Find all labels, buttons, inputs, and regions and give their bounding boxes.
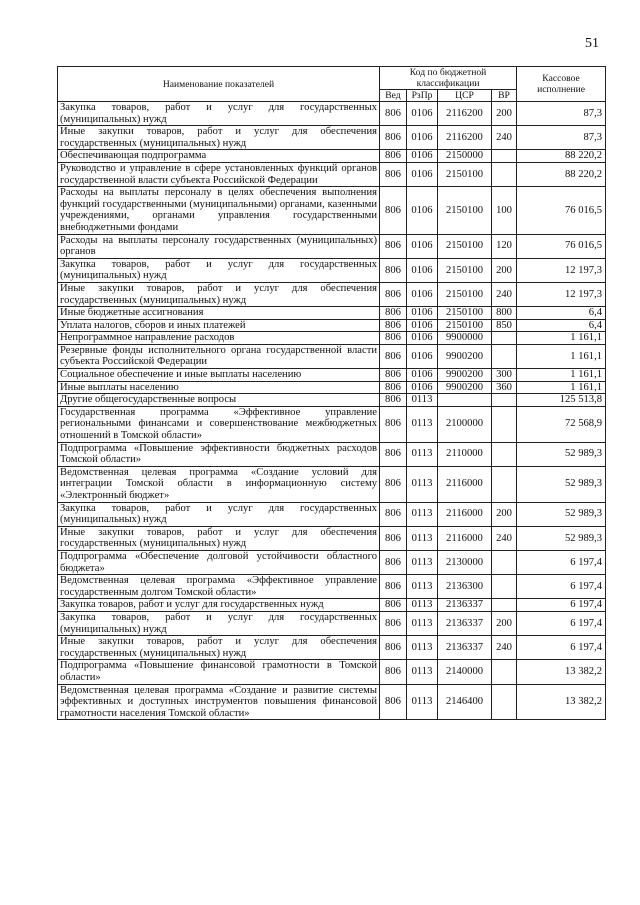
row-amount-cell: 12 197,3	[517, 282, 606, 306]
row-name-cell: Подпрограмма «Повышение эффективности бюджетных расходов Томской области»	[58, 442, 380, 466]
row-name-cell: Иные закупки товаров, работ и услуг для обеспечения государственных (муниципальных) нужд	[58, 126, 380, 150]
row-csr-cell: 2116000	[438, 526, 492, 550]
row-csr-cell: 2150000	[438, 150, 492, 163]
row-vr-cell	[492, 684, 517, 720]
row-csr-cell: 2136337	[438, 636, 492, 660]
row-amount-cell: 76 016,5	[517, 234, 606, 258]
row-rzpr-cell: 0106	[407, 307, 438, 320]
row-rzpr-cell: 0106	[407, 234, 438, 258]
row-vr-cell: 200	[492, 611, 517, 635]
row-name-cell: Государственная программа «Эффективное управление региональными финансами и совершенствование межбюджетных отношений в Томской области»	[58, 406, 380, 442]
table-row	[58, 575, 606, 599]
row-ved-cell: 806	[380, 332, 407, 345]
table-row	[58, 258, 606, 282]
row-amount-cell: 125 513,8	[517, 394, 606, 407]
row-ved-cell: 806	[380, 406, 407, 442]
header-row-1	[58, 67, 606, 90]
table-row	[58, 684, 606, 720]
row-ved-cell: 806	[380, 660, 407, 684]
row-csr-cell	[438, 394, 492, 407]
row-ved-cell: 806	[380, 126, 407, 150]
row-name-cell: Расходы на выплаты персоналу государственных (муниципальных) органов	[58, 234, 380, 258]
row-ved-cell: 806	[380, 442, 407, 466]
row-name-cell: Ведомственная целевая программа «Эффективное управление государственным долгом Томской области»	[58, 575, 380, 599]
header-code-group: Код по бюджетной классификации	[380, 67, 517, 90]
row-vr-cell	[492, 406, 517, 442]
table-row	[58, 307, 606, 320]
row-rzpr-cell: 0113	[407, 526, 438, 550]
row-rzpr-cell: 0106	[407, 282, 438, 306]
table-row	[58, 102, 606, 126]
row-ved-cell: 806	[380, 187, 407, 234]
table-row	[58, 466, 606, 502]
row-csr-cell: 2150100	[438, 187, 492, 234]
row-amount-cell: 6 197,4	[517, 599, 606, 612]
row-name-cell: Иные выплаты населению	[58, 381, 380, 394]
row-amount-cell: 13 382,2	[517, 684, 606, 720]
row-csr-cell: 9900200	[438, 369, 492, 382]
row-name-cell: Непрограммное направление расходов	[58, 332, 380, 345]
row-amount-cell: 6 197,4	[517, 550, 606, 574]
row-amount-cell: 6,4	[517, 307, 606, 320]
row-rzpr-cell: 0113	[407, 599, 438, 612]
table-row	[58, 526, 606, 550]
row-name-cell: Закупка товаров, работ и услуг для государственных (муниципальных) нужд	[58, 611, 380, 635]
table-row	[58, 660, 606, 684]
row-ved-cell: 806	[380, 282, 407, 306]
row-rzpr-cell: 0113	[407, 684, 438, 720]
row-ved-cell: 806	[380, 319, 407, 332]
row-name-cell: Иные закупки товаров, работ и услуг для обеспечения государственных (муниципальных) нужд	[58, 526, 380, 550]
row-vr-cell	[492, 344, 517, 368]
row-rzpr-cell: 0113	[407, 502, 438, 526]
table-row	[58, 162, 606, 186]
row-csr-cell: 2130000	[438, 550, 492, 574]
row-ved-cell: 806	[380, 466, 407, 502]
table-row	[58, 636, 606, 660]
row-amount-cell: 72 568,9	[517, 406, 606, 442]
row-name-cell: Ведомственная целевая программа «Создание условий для интеграции Томской области в информационную систему «Электронный бюджет»	[58, 466, 380, 502]
row-vr-cell: 360	[492, 381, 517, 394]
row-ved-cell: 806	[380, 611, 407, 635]
row-amount-cell: 6 197,4	[517, 636, 606, 660]
budget-table	[57, 66, 606, 720]
row-vr-cell: 200	[492, 258, 517, 282]
row-vr-cell: 200	[492, 502, 517, 526]
row-csr-cell: 2116000	[438, 466, 492, 502]
table-row	[58, 394, 606, 407]
row-vr-cell	[492, 332, 517, 345]
row-csr-cell: 2150100	[438, 234, 492, 258]
row-rzpr-cell: 0106	[407, 162, 438, 186]
row-csr-cell: 2100000	[438, 406, 492, 442]
table-row	[58, 369, 606, 382]
table-body	[58, 67, 606, 720]
row-vr-cell	[492, 162, 517, 186]
row-name-cell: Подпрограмма «Повышение финансовой грамотности в Томской области»	[58, 660, 380, 684]
header-csr: ЦСР	[438, 90, 492, 102]
row-csr-cell: 2150100	[438, 307, 492, 320]
row-csr-cell: 2116000	[438, 502, 492, 526]
row-rzpr-cell: 0113	[407, 660, 438, 684]
row-vr-cell: 240	[492, 526, 517, 550]
row-ved-cell: 806	[380, 162, 407, 186]
row-csr-cell: 2150100	[438, 282, 492, 306]
row-csr-cell: 2116200	[438, 102, 492, 126]
row-rzpr-cell: 0106	[407, 150, 438, 163]
header-amount: Кассовое исполнение	[517, 67, 606, 102]
row-name-cell: Социальное обеспечение и иные выплаты населению	[58, 369, 380, 382]
table-row	[58, 406, 606, 442]
row-ved-cell: 806	[380, 550, 407, 574]
table-row	[58, 332, 606, 345]
row-amount-cell: 87,3	[517, 102, 606, 126]
row-rzpr-cell: 0106	[407, 258, 438, 282]
row-rzpr-cell: 0106	[407, 369, 438, 382]
table-row	[58, 550, 606, 574]
table-row	[58, 126, 606, 150]
row-rzpr-cell: 0113	[407, 636, 438, 660]
row-ved-cell: 806	[380, 381, 407, 394]
row-vr-cell: 120	[492, 234, 517, 258]
row-name-cell: Другие общегосударственные вопросы	[58, 394, 380, 407]
row-amount-cell: 52 989,3	[517, 526, 606, 550]
table-row	[58, 442, 606, 466]
row-amount-cell: 87,3	[517, 126, 606, 150]
table-row	[58, 319, 606, 332]
row-vr-cell	[492, 575, 517, 599]
row-ved-cell: 806	[380, 684, 407, 720]
row-rzpr-cell: 0106	[407, 332, 438, 345]
row-amount-cell: 52 989,3	[517, 502, 606, 526]
row-rzpr-cell: 0106	[407, 344, 438, 368]
row-name-cell: Закупка товаров, работ и услуг для государственных (муниципальных) нужд	[58, 502, 380, 526]
row-vr-cell: 240	[492, 282, 517, 306]
table-row	[58, 150, 606, 163]
page-number: 51	[585, 36, 599, 51]
row-amount-cell: 1 161,1	[517, 344, 606, 368]
row-ved-cell: 806	[380, 394, 407, 407]
table-row	[58, 187, 606, 234]
row-ved-cell: 806	[380, 526, 407, 550]
row-rzpr-cell: 0106	[407, 126, 438, 150]
row-csr-cell: 2110000	[438, 442, 492, 466]
row-name-cell: Закупка товаров, работ и услуг для государственных (муниципальных) нужд	[58, 102, 380, 126]
row-name-cell: Закупка товаров, работ и услуг для государственных (муниципальных) нужд	[58, 258, 380, 282]
row-ved-cell: 806	[380, 258, 407, 282]
row-vr-cell: 850	[492, 319, 517, 332]
row-name-cell: Иные закупки товаров, работ и услуг для обеспечения государственных (муниципальных) нужд	[58, 282, 380, 306]
row-vr-cell	[492, 394, 517, 407]
row-amount-cell: 12 197,3	[517, 258, 606, 282]
row-rzpr-cell: 0106	[407, 319, 438, 332]
row-csr-cell: 9900200	[438, 381, 492, 394]
row-ved-cell: 806	[380, 150, 407, 163]
row-amount-cell: 1 161,1	[517, 381, 606, 394]
row-vr-cell	[492, 442, 517, 466]
header-rzpr: РзПр	[407, 90, 438, 102]
row-rzpr-cell: 0113	[407, 611, 438, 635]
row-amount-cell: 52 989,3	[517, 442, 606, 466]
row-vr-cell: 100	[492, 187, 517, 234]
row-vr-cell: 300	[492, 369, 517, 382]
row-name-cell: Расходы на выплаты персоналу в целях обеспечения выполнения функций государственными (муниципальными) органами, казенными учреждениями, органами управления государственными внебюджетными фондами	[58, 187, 380, 234]
row-amount-cell: 76 016,5	[517, 187, 606, 234]
row-amount-cell: 1 161,1	[517, 332, 606, 345]
row-amount-cell: 6,4	[517, 319, 606, 332]
header-vr: ВР	[492, 90, 517, 102]
row-amount-cell: 88 220,2	[517, 150, 606, 163]
row-ved-cell: 806	[380, 234, 407, 258]
row-ved-cell: 806	[380, 599, 407, 612]
row-name-cell: Подпрограмма «Обеспечение долговой устойчивости областного бюджета»	[58, 550, 380, 574]
row-ved-cell: 806	[380, 636, 407, 660]
row-name-cell: Обеспечивающая подпрограмма	[58, 150, 380, 163]
row-amount-cell: 13 382,2	[517, 660, 606, 684]
row-vr-cell: 200	[492, 102, 517, 126]
row-amount-cell: 6 197,4	[517, 611, 606, 635]
row-amount-cell: 88 220,2	[517, 162, 606, 186]
row-csr-cell: 9900200	[438, 344, 492, 368]
table-row	[58, 234, 606, 258]
row-ved-cell: 806	[380, 502, 407, 526]
row-rzpr-cell: 0113	[407, 550, 438, 574]
row-amount-cell: 6 197,4	[517, 575, 606, 599]
row-ved-cell: 806	[380, 575, 407, 599]
row-vr-cell	[492, 660, 517, 684]
row-name-cell: Иные закупки товаров, работ и услуг для обеспечения государственных (муниципальных) нужд	[58, 636, 380, 660]
row-name-cell: Резервные фонды исполнительного органа государственной власти субъекта Российской Федерации	[58, 344, 380, 368]
row-name-cell: Руководство и управление в сфере установленных функций органов государственной власти субъекта Российской Федерации	[58, 162, 380, 186]
table-row	[58, 344, 606, 368]
row-vr-cell	[492, 550, 517, 574]
row-vr-cell: 800	[492, 307, 517, 320]
row-csr-cell: 2146400	[438, 684, 492, 720]
row-vr-cell	[492, 599, 517, 612]
row-name-cell: Иные бюджетные ассигнования	[58, 307, 380, 320]
table-row	[58, 282, 606, 306]
row-vr-cell	[492, 150, 517, 163]
row-csr-cell: 2150100	[438, 319, 492, 332]
row-vr-cell: 240	[492, 126, 517, 150]
row-csr-cell: 2136337	[438, 599, 492, 612]
header-ved: Вед	[380, 90, 407, 102]
table-row	[58, 381, 606, 394]
row-rzpr-cell: 0113	[407, 394, 438, 407]
row-ved-cell: 806	[380, 369, 407, 382]
row-vr-cell	[492, 466, 517, 502]
row-csr-cell: 2136337	[438, 611, 492, 635]
row-amount-cell: 1 161,1	[517, 369, 606, 382]
row-name-cell: Ведомственная целевая программа «Создание и развитие системы эффективных и доступных инструментов повышения финансовой грамотности населения Томской области»	[58, 684, 380, 720]
row-rzpr-cell: 0113	[407, 575, 438, 599]
row-rzpr-cell: 0113	[407, 406, 438, 442]
row-ved-cell: 806	[380, 307, 407, 320]
row-vr-cell: 240	[492, 636, 517, 660]
row-csr-cell: 2140000	[438, 660, 492, 684]
row-csr-cell: 2116200	[438, 126, 492, 150]
row-amount-cell: 52 989,3	[517, 466, 606, 502]
row-csr-cell: 2150100	[438, 258, 492, 282]
row-rzpr-cell: 0113	[407, 442, 438, 466]
header-name: Наименование показателей	[58, 67, 380, 102]
row-rzpr-cell: 0106	[407, 187, 438, 234]
row-rzpr-cell: 0106	[407, 102, 438, 126]
row-ved-cell: 806	[380, 102, 407, 126]
table-row	[58, 611, 606, 635]
row-name-cell: Уплата налогов, сборов и иных платежей	[58, 319, 380, 332]
row-csr-cell: 2150100	[438, 162, 492, 186]
table-row	[58, 599, 606, 612]
row-rzpr-cell: 0106	[407, 381, 438, 394]
row-csr-cell: 9900000	[438, 332, 492, 345]
table-row	[58, 502, 606, 526]
row-rzpr-cell: 0113	[407, 466, 438, 502]
row-csr-cell: 2136300	[438, 575, 492, 599]
row-ved-cell: 806	[380, 344, 407, 368]
row-name-cell: Закупка товаров, работ и услуг для государственных нужд	[58, 599, 380, 612]
